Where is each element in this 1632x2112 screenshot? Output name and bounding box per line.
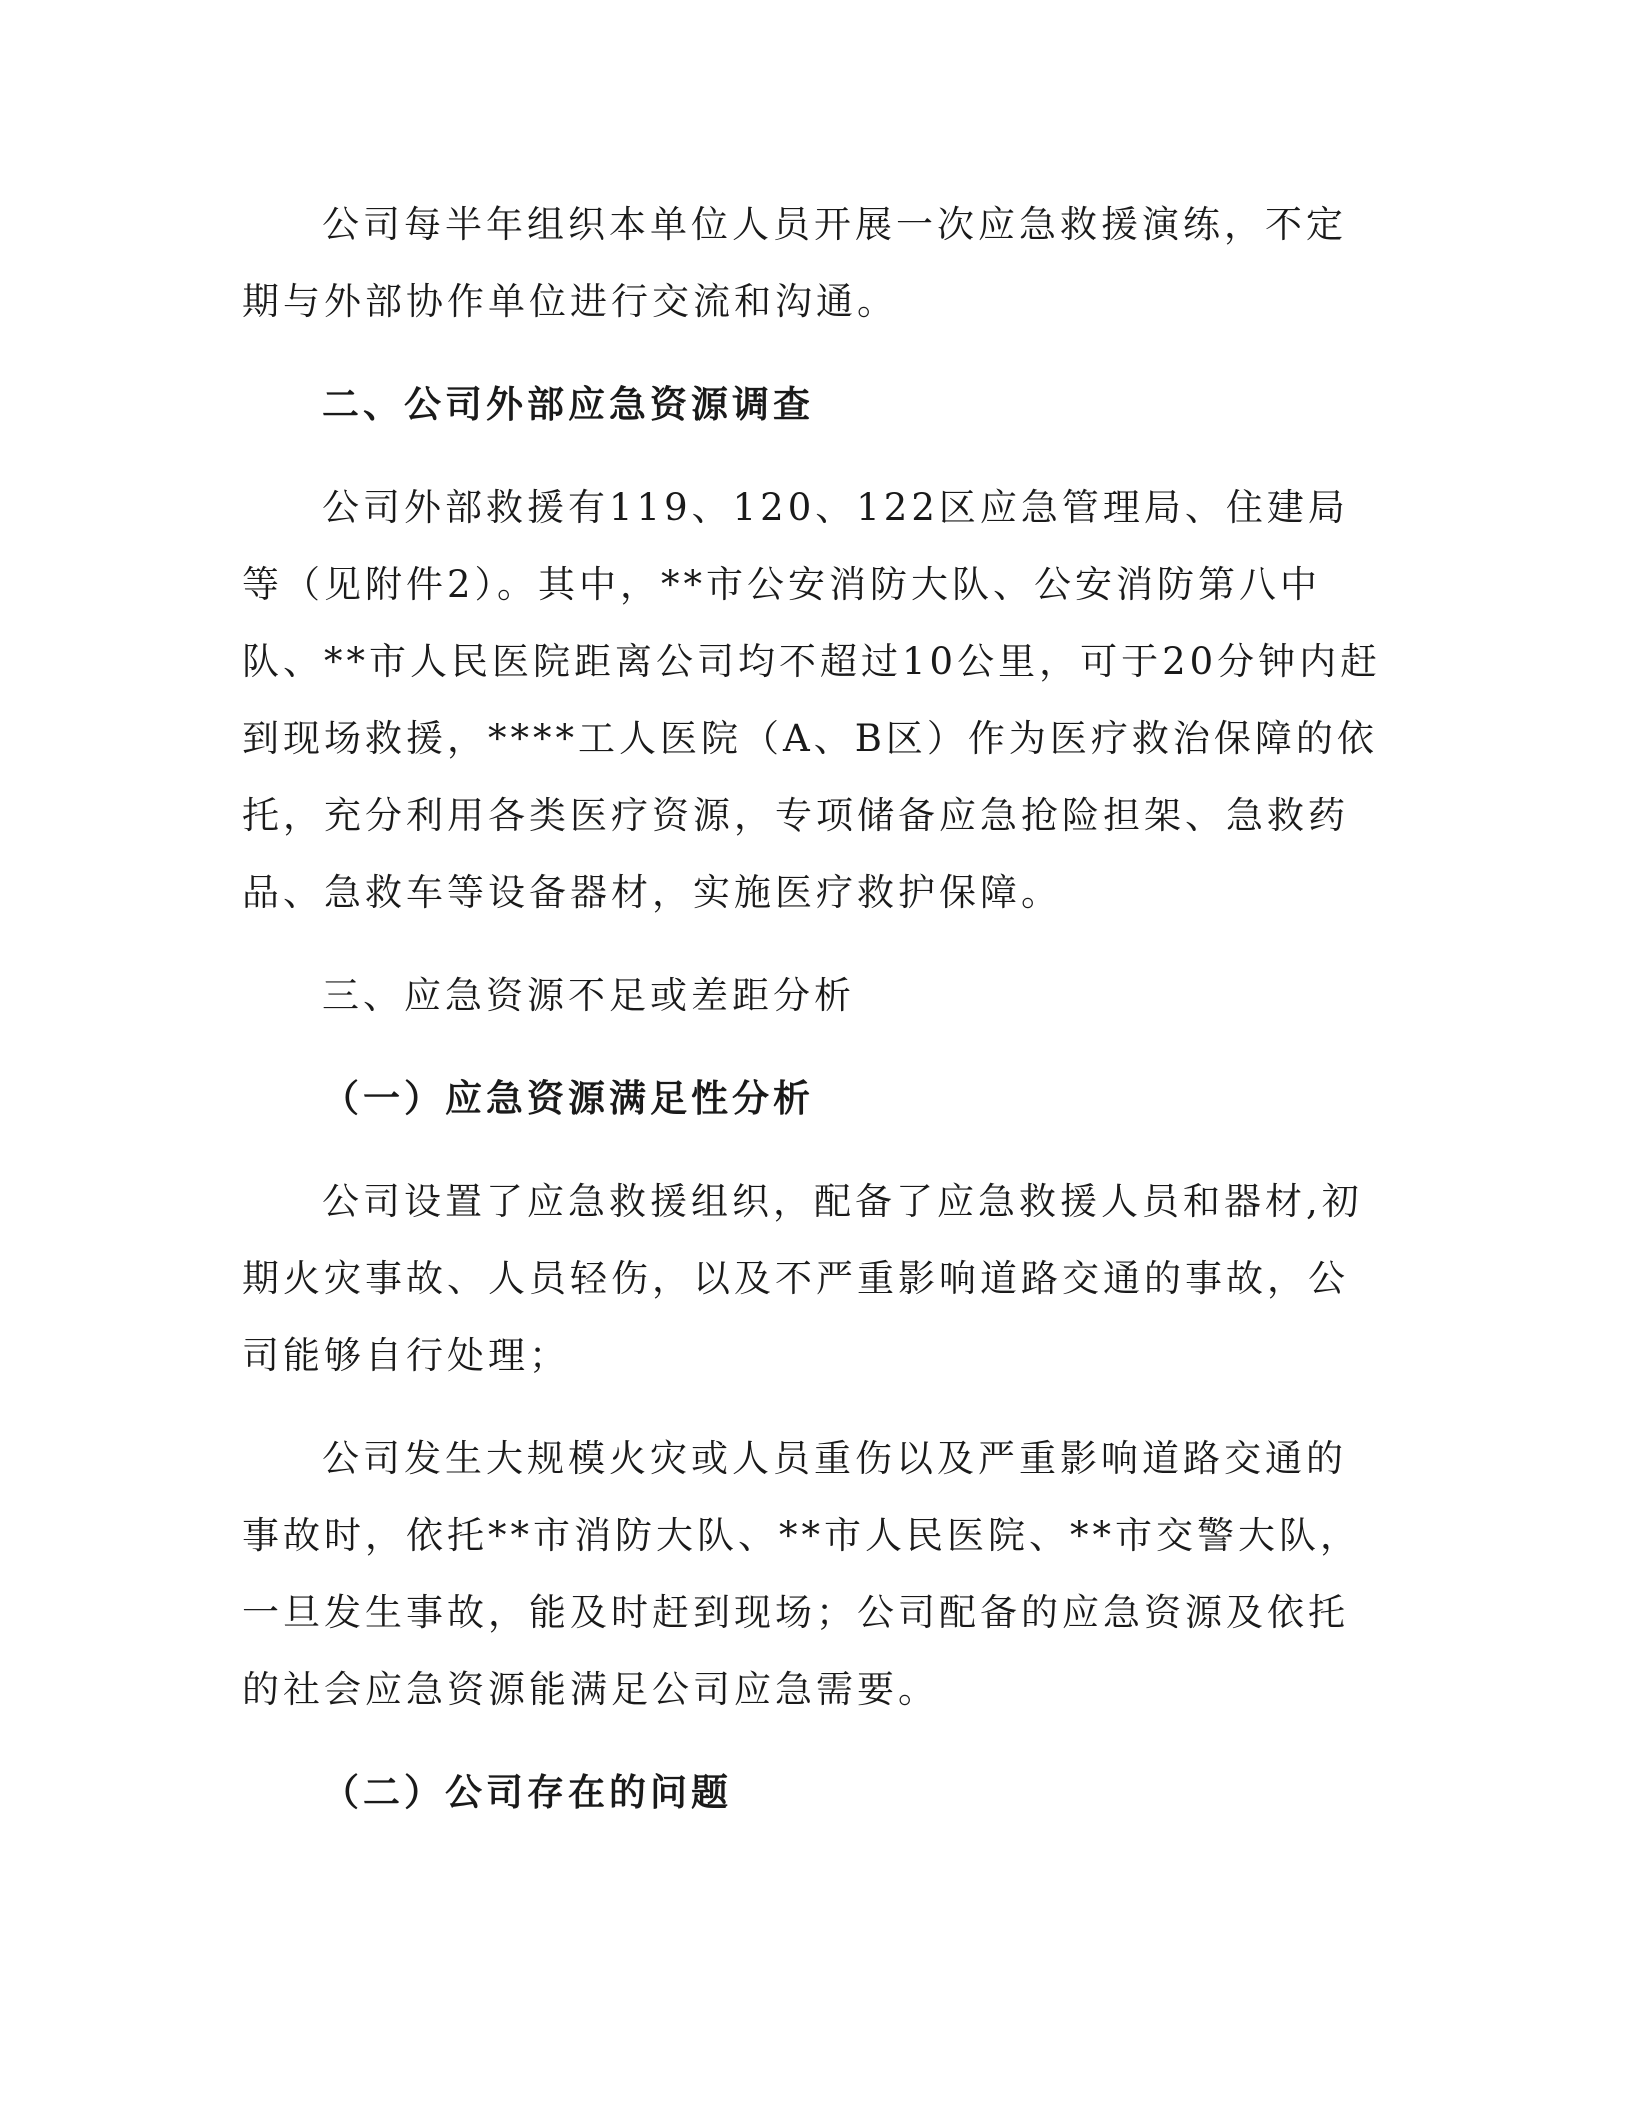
paragraph-external-rescue: 公司外部救援有119、120、122区应急管理局、住建局等（见附件2）。其中，**市公安消防大队、公安消防第八中队、**市人民医院距离公司均不超过10公里，可于20分钟内赶到现场救援，****工人医院（A、B区）作为医疗救治保障的依托，充分利用各类医疗资源，专项储备应急抢险担架、急救药品、急救车等设备器材，实施医疗救护保障。: [242, 486, 1382, 914]
paragraph-major-accident-support: 公司发生大规模火灾或人员重伤以及严重影响道路交通的事故时，依托**市消防大队、**市人民医院、**市交警大队，一旦发生事故，能及时赶到现场；公司配备的应急资源及依托的社会应急资源能满足公司应急需要。: [242, 1437, 1361, 1711]
section-heading-external-resources: 二、公司外部应急资源调查: [322, 383, 814, 426]
subsection-heading-problems: （二）公司存在的问题: [322, 1771, 732, 1814]
paragraph-self-handling: 公司设置了应急救援组织，配备了应急救援人员和器材,初期火灾事故、人员轻伤，以及不严重影响道路交通的事故，公司能够自行处理；: [242, 1180, 1363, 1377]
subsection-heading-sufficiency: （一）应急资源满足性分析: [322, 1077, 814, 1120]
document-body: [242, 186, 1382, 1857]
section-heading-gap-analysis: 三、应急资源不足或差距分析: [322, 974, 855, 1017]
paragraph-drill-schedule: 公司每半年组织本单位人员开展一次应急救援演练，不定期与外部协作单位进行交流和沟通。: [242, 203, 1347, 323]
